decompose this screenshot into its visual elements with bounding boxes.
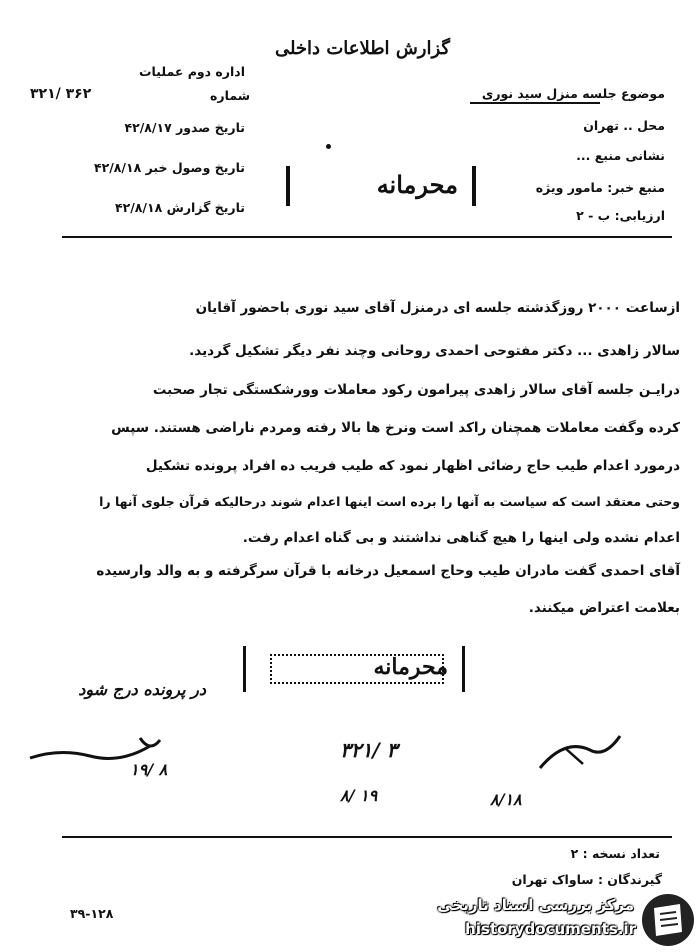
- handwritten-center-number: ۳۲۱/ ۳: [340, 738, 398, 762]
- body-line: درایـن جلسه آقای سالار زاهدی پیرامون رکود معاملات وورشکستگی تجار صحبت: [152, 382, 680, 398]
- subject-line: موضوع جلسه منزل سید نوری: [481, 86, 665, 101]
- footer-divider: [62, 836, 672, 838]
- body-line: درمورد اعدام طیب حاج رضائی اظهار نمود که طیب فریب ده افراد پرونده تشکیل: [145, 458, 680, 474]
- body-line: ازساعت ۲۰۰۰ روزگذشته جلسه ای درمنزل آقای سید نوری باحضور آقایان: [195, 300, 680, 316]
- body-line: بعلامت اعتراض میکنند.: [528, 600, 680, 616]
- confidential-stamp-top: [286, 166, 476, 206]
- copies-count: تعداد نسخه : ۲: [570, 846, 660, 861]
- confidential-stamp-bottom-text: محرمانه: [373, 654, 448, 680]
- handwritten-note: در پرونده درج شود: [78, 680, 206, 699]
- watermark: [420, 888, 700, 952]
- received-date: تاریخ وصول خبر ۴۲/۸/۱۸: [93, 160, 245, 175]
- news-source: منبع خبر: مامور ویژه: [535, 180, 665, 195]
- body-line: آقای احمدی گفت مادران طیب وحاج اسمعیل درخانه با قرآن سرگرفته و به والد وارسیده: [96, 563, 680, 579]
- header-divider: [62, 236, 672, 238]
- handwritten-right-date: ۸/۱۸: [490, 790, 522, 809]
- issue-date: تاریخ صدور ۴۲/۸/۱۷: [124, 120, 245, 135]
- place-line: محل .. تهران: [583, 118, 665, 133]
- subject-underline: [470, 102, 600, 104]
- confidential-stamp-bottom: [243, 646, 465, 692]
- body-line: وحتی معتقد است که سیاست به آنها را برده است اینها اعدام شوند درحالیکه قرآن جلوی آنها را: [99, 494, 680, 509]
- reference-number: ۳۲۱/ ۳۶۲: [30, 86, 92, 102]
- report-title: گزارش اطلاعات داخلی: [274, 38, 450, 59]
- body-line: سالار زاهدی ... دکتر مفتوحی احمدی روحانی وچند نفر دیگر تشکیل گردید.: [189, 343, 680, 359]
- footer-code: ۳۹-۱۲۸: [70, 906, 114, 921]
- stamp-dotted-frame: [270, 654, 444, 684]
- watermark-title: مرکز بررسی اسناد تاریخی: [437, 896, 634, 914]
- ink-dot: [326, 144, 331, 149]
- handwritten-signature-right: [535, 728, 625, 778]
- handwritten-date-left: ۱۹/ ۸: [130, 760, 168, 779]
- report-date: تاریخ گزارش ۴۲/۸/۱۸: [114, 200, 245, 215]
- office-name: اداره دوم عملیات: [139, 64, 245, 79]
- source-address: نشانی منبع ...: [576, 148, 665, 163]
- evaluation: ارزیابی: ب - ۲: [576, 208, 665, 223]
- archive-logo-icon: [640, 892, 696, 948]
- body-line: اعدام نشده ولی اینها را هیچ گناهی نداشتند و بی گناه اعدام رفت.: [242, 530, 680, 546]
- confidential-stamp-top-text: محرمانه: [376, 170, 458, 199]
- watermark-url: historydocuments.ir: [465, 920, 636, 938]
- handwritten-center-date: ۸/ ۱۹: [340, 786, 378, 805]
- reference-label: شماره: [210, 88, 250, 103]
- body-line: کرده وگفت معاملات همچنان راکد است ونرخ ها بالا رفته ومردم ناراضی هستند. سپس: [111, 420, 680, 436]
- recipients: گیرندگان : ساواک تهران: [511, 872, 662, 887]
